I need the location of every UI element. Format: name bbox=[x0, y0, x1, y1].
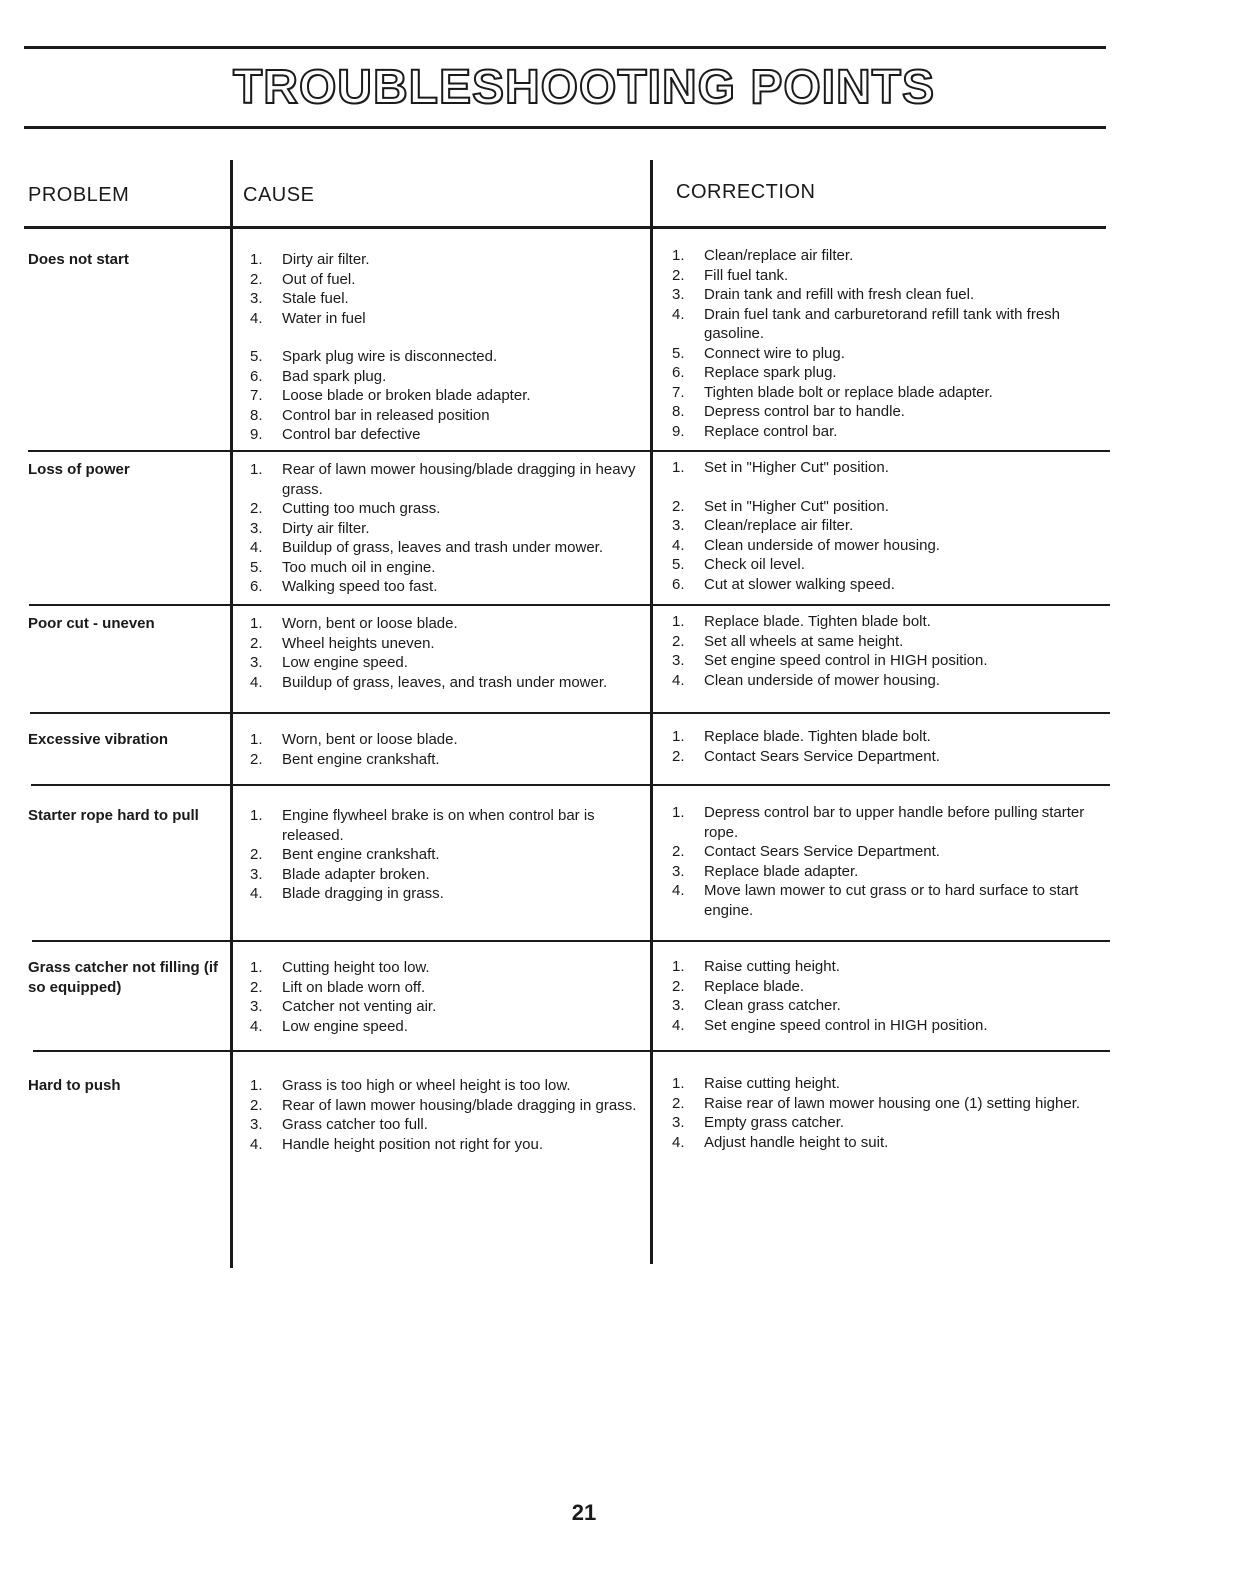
item-text: Tighten blade bolt or replace blade adapter. bbox=[704, 383, 993, 401]
item-number: 1. bbox=[672, 1075, 685, 1092]
list-item bbox=[672, 305, 1102, 344]
list-item bbox=[250, 347, 650, 367]
item-text: Replace blade. bbox=[704, 977, 805, 995]
item-text: Cut at slower walking speed. bbox=[704, 575, 895, 593]
item-text: Clean underside of mower housing. bbox=[704, 536, 940, 554]
list-item bbox=[672, 632, 1102, 652]
list-item bbox=[672, 842, 1102, 862]
item-number: 2. bbox=[250, 1096, 263, 1114]
row-divider bbox=[32, 940, 1110, 942]
list-item bbox=[250, 386, 650, 406]
item-text: Set engine speed control in HIGH position. bbox=[704, 1016, 988, 1034]
item-number: 1. bbox=[672, 459, 685, 476]
list-item bbox=[250, 653, 650, 673]
item-text: Dirty air filter. bbox=[282, 519, 370, 537]
item-text: Grass catcher too full. bbox=[282, 1116, 428, 1133]
list-item bbox=[250, 538, 650, 558]
list-item bbox=[250, 806, 650, 845]
list-item bbox=[672, 862, 1102, 882]
item-text: Control bar defective bbox=[282, 426, 421, 443]
list-item bbox=[250, 845, 650, 865]
item-number: 1. bbox=[672, 728, 685, 745]
item-number: 4. bbox=[672, 305, 685, 323]
item-text: Drain fuel tank and carburetorand refill tank with fresh gasoline. bbox=[704, 305, 1061, 342]
item-number: 6. bbox=[250, 367, 263, 385]
list-item bbox=[250, 309, 650, 329]
item-number: 3. bbox=[250, 290, 263, 307]
list-item bbox=[250, 406, 650, 426]
item-number: 4. bbox=[250, 539, 263, 556]
item-text: Empty grass catcher. bbox=[704, 1114, 845, 1131]
list-item bbox=[250, 673, 650, 693]
row-divider bbox=[28, 450, 1110, 452]
list-item bbox=[672, 1074, 1102, 1094]
item-number: 5. bbox=[250, 348, 263, 365]
item-text: Set all wheels at same height. bbox=[704, 632, 904, 650]
item-number: 4. bbox=[250, 673, 263, 691]
list-item bbox=[672, 383, 1102, 403]
list-item bbox=[250, 289, 650, 309]
item-number: 4. bbox=[672, 671, 685, 689]
item-number: 8. bbox=[250, 406, 263, 424]
item-number: 4. bbox=[250, 1135, 263, 1153]
correction-list bbox=[672, 727, 1102, 766]
item-number: 9. bbox=[672, 422, 685, 440]
cause-list bbox=[250, 958, 650, 1036]
item-number: 3. bbox=[672, 862, 685, 880]
item-number: 1. bbox=[250, 959, 263, 976]
item-number: 6. bbox=[250, 578, 263, 595]
list-item bbox=[250, 460, 650, 499]
item-number: 1. bbox=[250, 461, 263, 478]
item-text: Connect wire to plug. bbox=[704, 344, 845, 362]
item-number: 1. bbox=[250, 731, 263, 748]
item-text: Set in "Higher Cut" position. bbox=[704, 459, 889, 476]
column-header-cause: CAUSE bbox=[243, 184, 315, 206]
list-item bbox=[672, 458, 1102, 478]
item-text: Blade adapter broken. bbox=[282, 865, 430, 883]
item-number: 4. bbox=[672, 1016, 685, 1034]
list-item bbox=[672, 516, 1102, 536]
item-number: 3. bbox=[672, 517, 685, 534]
list-item bbox=[672, 246, 1102, 266]
page-number: 21 bbox=[571, 1500, 597, 1525]
list-item bbox=[672, 727, 1102, 747]
list-item bbox=[672, 266, 1102, 286]
list-item bbox=[250, 750, 650, 770]
list-item bbox=[672, 612, 1102, 632]
item-number: 3. bbox=[250, 865, 263, 883]
item-text: Clean/replace air filter. bbox=[704, 247, 854, 264]
item-text: Spark plug wire is disconnected. bbox=[282, 348, 498, 365]
item-number: 2. bbox=[250, 634, 263, 652]
row-divider bbox=[31, 784, 1110, 786]
item-text: Cutting height too low. bbox=[282, 959, 430, 976]
item-number: 4. bbox=[250, 1017, 263, 1035]
list-item bbox=[672, 803, 1102, 842]
list-item bbox=[672, 422, 1102, 442]
item-number: 4. bbox=[672, 1133, 685, 1151]
item-text: Clean underside of mower housing. bbox=[704, 671, 940, 689]
list-item bbox=[250, 577, 650, 597]
item-number: 6. bbox=[672, 364, 685, 381]
item-text: Buildup of grass, leaves and trash under mower. bbox=[282, 539, 604, 556]
list-item bbox=[672, 977, 1102, 997]
item-text: Catcher not venting air. bbox=[282, 998, 437, 1015]
item-number: 2. bbox=[250, 846, 263, 863]
list-item bbox=[250, 1096, 650, 1116]
item-text: Replace control bar. bbox=[704, 422, 838, 440]
list-item bbox=[672, 285, 1102, 305]
problem-label: Hard to push bbox=[28, 1077, 121, 1094]
list-item bbox=[250, 865, 650, 885]
item-text: Blade dragging in grass. bbox=[282, 885, 444, 902]
list-item bbox=[250, 250, 650, 270]
item-number: 3. bbox=[672, 997, 685, 1014]
list-item bbox=[672, 671, 1102, 691]
problem-label: Does not start bbox=[28, 251, 129, 268]
list-item bbox=[250, 730, 650, 750]
row-divider bbox=[30, 712, 1110, 714]
item-text: Engine flywheel brake is on when control bar is released. bbox=[282, 807, 595, 844]
item-number: 2. bbox=[250, 750, 263, 768]
item-text: Grass is too high or wheel height is too low. bbox=[282, 1077, 571, 1094]
column-header-correction: CORRECTION bbox=[676, 181, 816, 203]
list-item bbox=[250, 367, 650, 387]
problem-label: Excessive vibration bbox=[28, 731, 169, 748]
cause-list bbox=[250, 250, 650, 445]
item-text: Bent engine crankshaft. bbox=[282, 846, 440, 863]
list-item bbox=[672, 402, 1102, 422]
item-number: 9. bbox=[250, 426, 263, 443]
item-text: Clean grass catcher. bbox=[704, 997, 841, 1014]
list-item bbox=[672, 344, 1102, 364]
correction-list bbox=[672, 803, 1102, 920]
item-number: 3. bbox=[672, 286, 685, 303]
list-item bbox=[250, 1115, 650, 1135]
list-item bbox=[250, 958, 650, 978]
item-text: Raise rear of lawn mower housing one (1) setting higher. bbox=[704, 1094, 1081, 1112]
list-item bbox=[250, 1135, 650, 1155]
list-item bbox=[250, 884, 650, 904]
item-number: 4. bbox=[672, 536, 685, 554]
correction-list bbox=[672, 458, 1102, 594]
item-text: Dirty air filter. bbox=[282, 251, 370, 268]
item-number: 7. bbox=[250, 387, 263, 404]
item-number: 3. bbox=[250, 998, 263, 1015]
header-bottom-rule bbox=[24, 226, 1106, 229]
list-item bbox=[672, 575, 1102, 595]
item-text: Cutting too much grass. bbox=[282, 500, 441, 517]
item-number: 2. bbox=[250, 978, 263, 996]
item-number: 1. bbox=[250, 807, 263, 824]
item-number: 1. bbox=[672, 958, 685, 975]
list-item bbox=[672, 555, 1102, 575]
cause-list bbox=[250, 730, 650, 769]
item-number: 3. bbox=[672, 652, 685, 669]
item-text: Buildup of grass, leaves, and trash under mower. bbox=[282, 673, 608, 691]
problem-label: Poor cut - uneven bbox=[28, 615, 155, 632]
item-number: 2. bbox=[250, 500, 263, 517]
page-title: TROUBLESHOOTING POINTS bbox=[232, 61, 935, 114]
item-number: 8. bbox=[672, 403, 685, 420]
item-text: Adjust handle height to suit. bbox=[704, 1133, 889, 1151]
item-number: 1. bbox=[250, 251, 263, 268]
column-header-problem: PROBLEM bbox=[28, 184, 130, 206]
list-item bbox=[250, 997, 650, 1017]
list-item bbox=[672, 1016, 1102, 1036]
item-text: Replace spark plug. bbox=[704, 364, 837, 381]
item-number: 7. bbox=[672, 383, 685, 401]
item-number: 2. bbox=[672, 632, 685, 650]
item-text: Raise cutting height. bbox=[704, 1075, 840, 1092]
item-text: Drain tank and refill with fresh clean fuel. bbox=[704, 286, 975, 303]
list-item bbox=[250, 978, 650, 998]
item-text: Move lawn mower to cut grass or to hard surface to start engine. bbox=[704, 882, 1079, 919]
item-text: Rear of lawn mower housing/blade dragging in grass. bbox=[282, 1096, 637, 1114]
list-item bbox=[250, 1017, 650, 1037]
correction-list bbox=[672, 246, 1102, 441]
list-item bbox=[250, 270, 650, 290]
problem-label: Loss of power bbox=[28, 461, 130, 478]
item-text: Walking speed too fast. bbox=[282, 578, 438, 595]
list-item bbox=[672, 651, 1102, 671]
top-rule bbox=[24, 46, 1106, 49]
item-text: Low engine speed. bbox=[282, 1017, 408, 1035]
item-number: 2. bbox=[672, 497, 685, 515]
item-number: 4. bbox=[250, 885, 263, 902]
item-number: 3. bbox=[672, 1114, 685, 1131]
item-number: 1. bbox=[250, 1077, 263, 1094]
item-text: Depress control bar to handle. bbox=[704, 403, 905, 420]
item-number: 2. bbox=[672, 977, 685, 995]
item-text: Set in "Higher Cut" position. bbox=[704, 497, 889, 515]
item-text: Water in fuel bbox=[282, 309, 366, 327]
list-item bbox=[672, 1094, 1102, 1114]
item-text: Too much oil in engine. bbox=[282, 558, 436, 576]
list-item bbox=[250, 634, 650, 654]
item-number: 3. bbox=[250, 654, 263, 671]
list-item bbox=[672, 747, 1102, 767]
item-number: 4. bbox=[672, 882, 685, 899]
title-bottom-rule bbox=[24, 126, 1106, 129]
item-text: Replace blade adapter. bbox=[704, 862, 859, 880]
list-item bbox=[672, 881, 1102, 920]
item-number: 1. bbox=[672, 247, 685, 264]
item-text: Handle height position not right for you. bbox=[282, 1135, 543, 1153]
cause-list bbox=[250, 806, 650, 904]
item-text: Wheel heights uneven. bbox=[282, 634, 435, 652]
list-item bbox=[672, 536, 1102, 556]
correction-list bbox=[672, 612, 1102, 690]
item-number: 2. bbox=[672, 1094, 685, 1112]
row-divider bbox=[33, 1050, 1110, 1052]
item-text: Contact Sears Service Department. bbox=[704, 843, 940, 860]
divider-problem-cause bbox=[230, 160, 233, 1268]
list-item bbox=[672, 996, 1102, 1016]
item-text: Worn, bent or loose blade. bbox=[282, 731, 458, 748]
item-text: Stale fuel. bbox=[282, 290, 349, 307]
cause-list bbox=[250, 1076, 650, 1154]
item-text: Set engine speed control in HIGH position. bbox=[704, 652, 988, 669]
row-divider bbox=[29, 604, 1110, 606]
item-number: 1. bbox=[672, 613, 685, 630]
list-item bbox=[250, 519, 650, 539]
list-item bbox=[672, 497, 1102, 517]
problem-label: Starter rope hard to pull bbox=[28, 807, 199, 824]
item-number: 2. bbox=[672, 843, 685, 860]
item-text: Contact Sears Service Department. bbox=[704, 747, 940, 765]
list-item bbox=[250, 425, 650, 445]
problem-label: Grass catcher not filling (if so equipped) bbox=[28, 959, 219, 996]
item-text: Worn, bent or loose blade. bbox=[282, 615, 458, 632]
item-text: Check oil level. bbox=[704, 556, 805, 573]
item-number: 5. bbox=[672, 556, 685, 573]
item-text: Control bar in released position bbox=[282, 406, 490, 424]
item-text: Bad spark plug. bbox=[282, 367, 387, 385]
item-text: Clean/replace air filter. bbox=[704, 517, 854, 534]
list-item bbox=[250, 499, 650, 519]
correction-list bbox=[672, 957, 1102, 1035]
list-item bbox=[672, 1133, 1102, 1153]
list-item bbox=[250, 558, 650, 578]
item-number: 1. bbox=[672, 804, 685, 821]
list-item bbox=[672, 363, 1102, 383]
item-number: 3. bbox=[250, 519, 263, 537]
item-number: 2. bbox=[250, 270, 263, 288]
item-number: 4. bbox=[250, 309, 263, 327]
item-text: Replace blade. Tighten blade bolt. bbox=[704, 728, 931, 745]
correction-list bbox=[672, 1074, 1102, 1152]
list-item bbox=[250, 1076, 650, 1096]
list-item bbox=[250, 614, 650, 634]
list-item bbox=[672, 1113, 1102, 1133]
item-text: Raise cutting height. bbox=[704, 958, 840, 975]
item-number: 3. bbox=[250, 1116, 263, 1133]
item-text: Fill fuel tank. bbox=[704, 266, 789, 284]
item-number: 5. bbox=[672, 344, 685, 362]
item-number: 5. bbox=[250, 558, 263, 576]
item-text: Bent engine crankshaft. bbox=[282, 750, 440, 768]
item-number: 2. bbox=[672, 747, 685, 765]
list-item bbox=[672, 957, 1102, 977]
item-text: Rear of lawn mower housing/blade dragging in heavy grass. bbox=[282, 461, 636, 498]
item-text: Depress control bar to upper handle before pulling starter rope. bbox=[704, 804, 1085, 841]
cause-list bbox=[250, 614, 650, 692]
item-text: Out of fuel. bbox=[282, 270, 356, 288]
item-number: 1. bbox=[250, 615, 263, 632]
item-text: Replace blade. Tighten blade bolt. bbox=[704, 613, 931, 630]
item-number: 6. bbox=[672, 575, 685, 593]
cause-list bbox=[250, 460, 650, 597]
item-text: Low engine speed. bbox=[282, 654, 408, 671]
item-text: Loose blade or broken blade adapter. bbox=[282, 387, 531, 404]
item-text: Lift on blade worn off. bbox=[282, 978, 426, 996]
item-number: 2. bbox=[672, 266, 685, 284]
